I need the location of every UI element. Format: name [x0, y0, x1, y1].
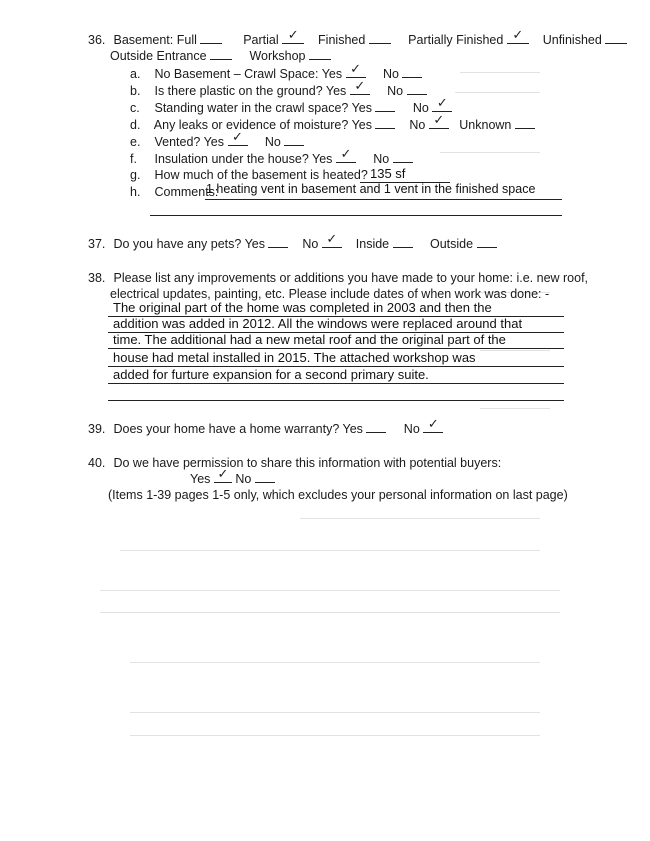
q36c-yes-blank[interactable] — [375, 100, 395, 112]
checkmark-icon: ✓ — [217, 467, 229, 482]
q36f-yes-blank[interactable] — [336, 147, 356, 163]
q37-no-blank[interactable] — [322, 232, 342, 248]
q36-unfinished-label: Unfinished — [542, 33, 602, 47]
q36f — [130, 147, 413, 167]
q36b — [130, 79, 427, 99]
q40-answer — [190, 467, 275, 487]
q36d-unknown-label: Unknown — [459, 118, 512, 132]
q39 — [88, 417, 443, 437]
q36c-text: Standing water in the crawl space? Yes — [154, 101, 372, 115]
bleed-through-line — [130, 735, 540, 736]
q36c-letter: c. — [130, 101, 140, 115]
q38-rule-6[interactable] — [108, 400, 564, 401]
q36c-no-label: No — [412, 101, 429, 115]
q36d-letter: d. — [130, 118, 141, 132]
q36h-text: Comments: — [154, 185, 219, 199]
q36d-unknown-blank[interactable] — [515, 117, 535, 129]
q37-number: 37. — [88, 237, 106, 251]
bleed-through-line — [480, 350, 550, 351]
q37-outside-label: Outside — [429, 237, 474, 251]
bleed-through-line — [100, 612, 560, 613]
q37-outside-blank[interactable] — [477, 236, 497, 248]
q36g-answer: 135 sf — [370, 166, 406, 181]
bleed-through-line — [130, 712, 540, 713]
q36e-text: Vented? Yes — [154, 135, 225, 149]
q36b-no-blank[interactable] — [407, 83, 427, 95]
q36-workshop-label: Workshop — [249, 49, 306, 63]
q37-text: Do you have any pets? Yes — [113, 237, 265, 251]
q40-no-blank[interactable] — [255, 471, 275, 483]
q36-unfinished-blank[interactable] — [605, 32, 627, 44]
checkmark-icon: ✓ — [287, 28, 299, 43]
checkmark-icon: ✓ — [433, 113, 445, 128]
q37 — [88, 232, 497, 252]
q38-answer-line-4: house had metal installed in 2015. The attached workshop was — [113, 350, 476, 365]
q36f-no-label: No — [373, 152, 390, 166]
q37-inside-label: Inside — [355, 237, 390, 251]
q40-note: (Items 1-39 pages 1-5 only, which excludes your personal information on last page) — [108, 488, 568, 502]
q36-workshop-blank[interactable] — [309, 48, 331, 60]
q36b-letter: b. — [130, 84, 141, 98]
q36a-letter: a. — [130, 67, 141, 81]
q36-full-blank[interactable] — [200, 32, 222, 44]
q36d-yes-blank[interactable] — [375, 117, 395, 129]
q36-line1 — [88, 28, 627, 48]
q36e-no-label: No — [264, 135, 281, 149]
q40-yes-label: Yes — [190, 472, 211, 486]
q36h-answer-line[interactable] — [205, 199, 562, 200]
q36-outside-entrance-label: Outside Entrance — [110, 49, 207, 63]
q38-rule-3[interactable] — [108, 348, 564, 349]
bleed-through-line — [130, 662, 540, 663]
q37-yes-blank[interactable] — [268, 236, 288, 248]
q36-finished-label: Finished — [318, 33, 366, 47]
bleed-through-line — [300, 518, 540, 519]
bleed-through-line — [455, 92, 540, 93]
q36g-text: How much of the basement is heated? — [154, 168, 368, 182]
q40-number: 40. — [88, 456, 106, 470]
q36g-letter: g. — [130, 168, 141, 182]
checkmark-icon: ✓ — [350, 62, 362, 77]
q36-partial-blank[interactable] — [282, 28, 304, 44]
checkmark-icon: ✓ — [232, 130, 243, 145]
q39-no-label: No — [403, 422, 420, 436]
q39-number: 39. — [88, 422, 106, 436]
bleed-through-line — [120, 550, 540, 551]
bleed-through-line — [100, 590, 560, 591]
q40-line1 — [88, 456, 501, 471]
q36h-answer: 1 heating vent in basement and 1 vent in the finished space — [206, 182, 536, 196]
q36c — [130, 96, 452, 116]
q38-prompt-1: Please list any improvements or additions you have made to your home: i.e. new roof, — [113, 271, 589, 285]
checkmark-icon: ✓ — [326, 232, 338, 247]
q38-number: 38. — [88, 271, 106, 285]
checkmark-icon: ✓ — [427, 417, 439, 432]
q38-answer-line-5: added for furture expansion for a second primary suite. — [113, 367, 429, 382]
checkmark-icon: ✓ — [436, 96, 448, 111]
q36a-yes-blank[interactable] — [346, 62, 366, 78]
q36h-answer-line-2[interactable] — [150, 215, 562, 216]
q38-rule-5[interactable] — [108, 383, 564, 384]
bleed-through-line — [460, 72, 540, 73]
q36g — [130, 168, 368, 183]
bleed-through-line — [480, 408, 550, 409]
q36a-text: No Basement – Crawl Space: Yes — [154, 67, 343, 81]
q36b-text: Is there plastic on the ground? Yes — [154, 84, 347, 98]
q36e-yes-blank[interactable] — [228, 130, 248, 146]
checkmark-icon: ✓ — [340, 147, 352, 162]
q36-partially-finished-label: Partially Finished — [408, 33, 504, 47]
q36a-no-label: No — [382, 67, 399, 81]
q36-label: Basement: — [113, 33, 174, 47]
q39-yes-blank[interactable] — [366, 421, 386, 433]
q36e-no-blank[interactable] — [284, 134, 304, 146]
checkmark-icon: ✓ — [354, 79, 366, 94]
q36a — [130, 62, 422, 82]
q36-finished-blank[interactable] — [369, 32, 391, 44]
q36-full-label: Full — [176, 33, 197, 47]
q37-inside-blank[interactable] — [393, 236, 413, 248]
q38-answer-line-1: The original part of the home was completed in 2003 and then the — [113, 300, 492, 315]
q36-partial-label: Partial — [243, 33, 279, 47]
q40-text: Do we have permission to share this information with potential buyers: — [113, 456, 502, 470]
q36h-letter: h. — [130, 185, 141, 199]
q36-outside-entrance-blank[interactable] — [210, 48, 232, 60]
q36c-no-blank[interactable] — [432, 96, 452, 112]
q36e-letter: e. — [130, 135, 141, 149]
q36a-no-blank[interactable] — [402, 66, 422, 78]
q36b-no-label: No — [387, 84, 404, 98]
q36f-text: Insulation under the house? Yes — [154, 152, 333, 166]
q39-text: Does your home have a home warranty? Yes — [113, 422, 363, 436]
q38-answer-line-2: addition was added in 2012. All the windows were replaced around that — [113, 316, 523, 331]
q38-prompt-2: electrical updates, painting, etc. Please include dates of when work was done: - — [110, 287, 550, 301]
q39-no-blank[interactable] — [423, 417, 443, 433]
q36d-no-label: No — [409, 118, 426, 132]
q36b-yes-blank[interactable] — [350, 79, 370, 95]
q36f-letter: f. — [130, 152, 137, 166]
q36d — [130, 113, 535, 133]
q36-partially-finished-blank[interactable] — [507, 28, 529, 44]
q36-line2 — [110, 48, 331, 64]
q36d-text: Any leaks or evidence of moisture? Yes — [153, 118, 372, 132]
q36e — [130, 130, 304, 150]
q36-number: 36. — [88, 33, 106, 47]
q37-no-label: No — [302, 237, 319, 251]
checkmark-icon: ✓ — [512, 28, 524, 43]
q40-no-label: No — [235, 472, 252, 486]
q40-yes-blank[interactable] — [214, 467, 232, 483]
q38-answer-line-3: time. The additional had a new metal roof and the original part of the — [113, 332, 506, 347]
q38-line1 — [88, 271, 588, 286]
bleed-through-line — [440, 152, 540, 153]
q36d-no-blank[interactable] — [429, 113, 449, 129]
q36f-no-blank[interactable] — [393, 151, 413, 163]
